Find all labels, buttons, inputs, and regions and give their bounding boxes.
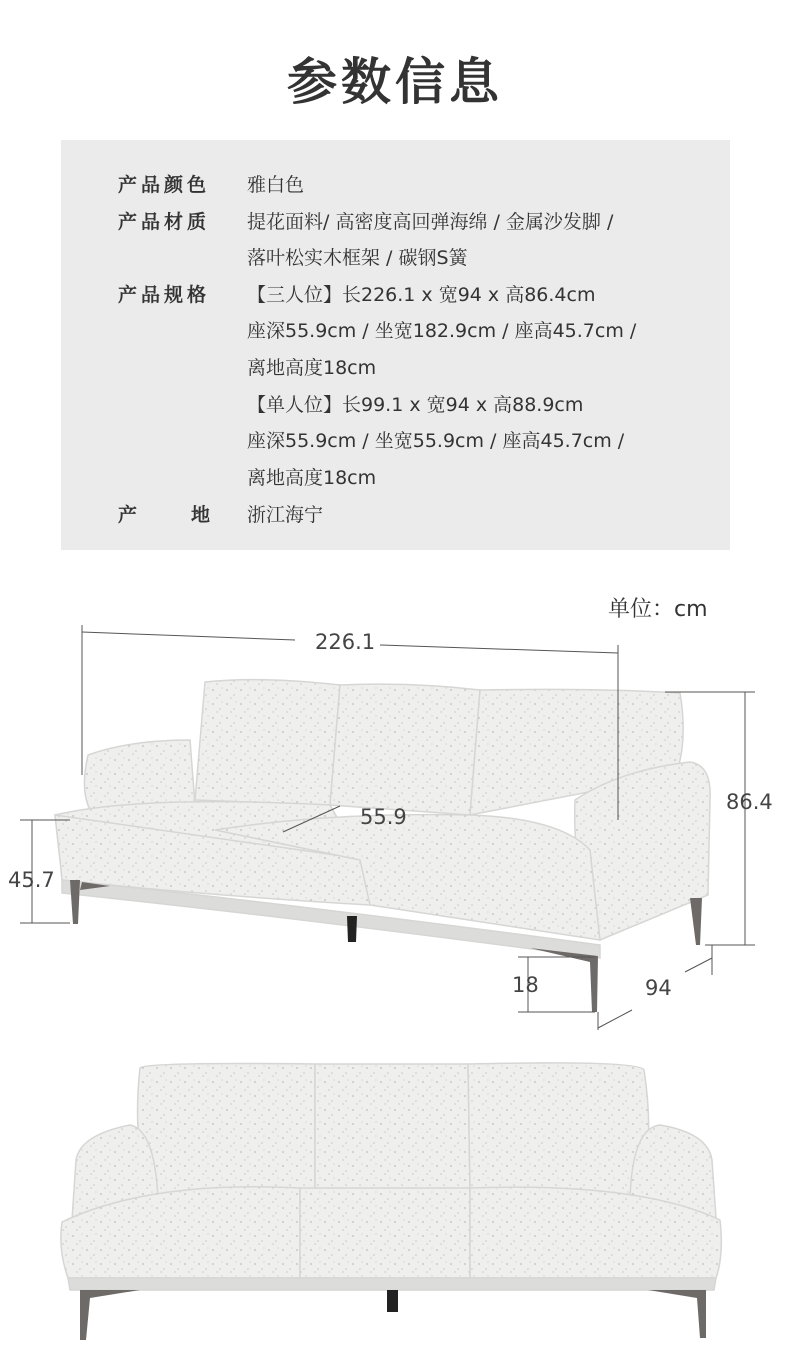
spec-label-material: 产品材质 bbox=[118, 211, 211, 233]
dimension-ground-clearance: 18 bbox=[512, 973, 539, 997]
spec-value-size-line: 座深55.9cm / 坐宽182.9cm / 座高45.7cm / bbox=[247, 320, 637, 342]
dimension-width: 94 bbox=[645, 976, 672, 1000]
spec-value-color: 雅白色 bbox=[247, 174, 305, 196]
dimension-seat-depth: 55.9 bbox=[360, 805, 407, 829]
dimension-length: 226.1 bbox=[315, 630, 376, 654]
spec-value-material-line: 落叶松实木框架 / 碳钢S簧 bbox=[247, 247, 468, 269]
spec-label-origin: 产地 bbox=[118, 504, 265, 526]
spec-value-size-line: 离地高度18cm bbox=[247, 357, 377, 379]
spec-value-size-line: 座深55.9cm / 坐宽55.9cm / 座高45.7cm / bbox=[247, 430, 625, 452]
spec-label-size: 产品规格 bbox=[118, 284, 211, 306]
dimension-height: 86.4 bbox=[726, 790, 773, 814]
spec-value-size-line: 【三人位】长226.1 x 宽94 x 高86.4cm bbox=[247, 284, 596, 306]
sofa-legs-front bbox=[80, 1290, 706, 1340]
sofa-front-view bbox=[61, 1063, 721, 1290]
page-title: 参数信息 bbox=[287, 53, 503, 111]
dimension-seat-height: 45.7 bbox=[8, 868, 55, 892]
spec-value-size-line: 【单人位】长99.1 x 宽94 x 高88.9cm bbox=[247, 394, 584, 416]
spec-label-color: 产品颜色 bbox=[118, 174, 211, 196]
spec-value-origin: 浙江海宁 bbox=[247, 504, 324, 526]
spec-value-size-line: 离地高度18cm bbox=[247, 467, 377, 489]
unit-label: 单位：cm bbox=[608, 597, 708, 622]
spec-value-material-line: 提花面料/ 高密度高回弹海绵 / 金属沙发脚 / bbox=[247, 211, 614, 233]
